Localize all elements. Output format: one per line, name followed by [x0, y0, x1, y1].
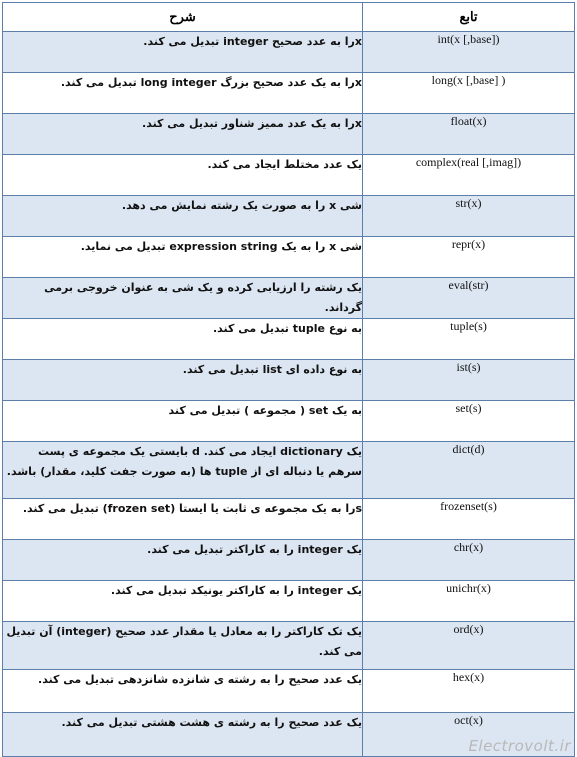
table-row — [3, 401, 575, 442]
table-row — [3, 155, 575, 196]
row-function: chr(x) — [363, 540, 575, 581]
header-description: شرح — [3, 3, 363, 32]
header-function: تابع — [363, 3, 575, 32]
table-row — [3, 114, 575, 155]
row-description: شی x را به صورت یک رشته نمایش می دهد. — [3, 196, 363, 237]
row-function: tuple(s) — [363, 319, 575, 360]
row-description: به نوع tuple تبدیل می کند. — [3, 319, 363, 360]
table-row — [3, 73, 575, 114]
row-description: یک dictionary ایجاد می کند. d بایستی یک مجموعه ی پست سرهم یا دنباله ای از tuple ها (به صورت جفت کلید، مقدار) باشد. — [3, 442, 363, 499]
row-function: ist(s) — [363, 360, 575, 401]
row-description: یک عدد مختلط ایجاد می کند. — [3, 155, 363, 196]
row-function: long(x [,base] ) — [363, 73, 575, 114]
conversion-functions-table — [2, 2, 575, 757]
row-function: complex(real [,imag]) — [363, 155, 575, 196]
row-description: xرا به عدد صحیح integer تبدیل می کند. — [3, 32, 363, 73]
row-description: یک integer را به کاراکتر یونیکد تبدیل می کند. — [3, 581, 363, 622]
table-row — [3, 540, 575, 581]
row-function: int(x [,base]) — [363, 32, 575, 73]
table-row — [3, 670, 575, 713]
table-row — [3, 196, 575, 237]
row-description: یک عدد صحیح را به رشته ی هشت هشتی تبدیل می کند. — [3, 713, 363, 757]
row-function: frozenset(s) — [363, 499, 575, 540]
row-description: به نوع داده ای list تبدیل می کند. — [3, 360, 363, 401]
row-description: xرا به یک عدد صحیح بزرگ long integer تبدیل می کند. — [3, 73, 363, 114]
table-row — [3, 622, 575, 670]
row-description: یک عدد صحیح را به رشته ی شانزده شانزدهی تبدیل می کند. — [3, 670, 363, 713]
row-function: float(x) — [363, 114, 575, 155]
row-description: sرا به یک مجموعه ی ثابت یا ایستا (frozen set) تبدیل می کند. — [3, 499, 363, 540]
row-description: یک تک کاراکتر را به معادل یا مقدار عدد صحیح (integer) آن تبدیل می کند. — [3, 622, 363, 670]
table-header-row — [3, 3, 575, 32]
table-row — [3, 278, 575, 319]
row-description: به یک set ( مجموعه ) تبدیل می کند — [3, 401, 363, 442]
table-row — [3, 237, 575, 278]
row-function: dict(d) — [363, 442, 575, 499]
row-function: oct(x) — [363, 713, 575, 757]
table-row — [3, 581, 575, 622]
row-description: یک integer را به کاراکتر تبدیل می کند. — [3, 540, 363, 581]
row-description: یک رشته را ارزیابی کرده و یک شی به عنوان خروجی برمی گرداند. — [3, 278, 363, 319]
row-description: xرا به یک عدد ممیز شناور تبدیل می کند. — [3, 114, 363, 155]
row-function: ord(x) — [363, 622, 575, 670]
row-function: hex(x) — [363, 670, 575, 713]
row-function: repr(x) — [363, 237, 575, 278]
row-function: str(x) — [363, 196, 575, 237]
row-function: set(s) — [363, 401, 575, 442]
table-row — [3, 442, 575, 499]
row-function: eval(str) — [363, 278, 575, 319]
table-row — [3, 499, 575, 540]
row-description: شی x را به یک expression string تبدیل می نماید. — [3, 237, 363, 278]
site-watermark: Electrovolt.ir — [468, 737, 571, 755]
table-row — [3, 32, 575, 73]
row-function: unichr(x) — [363, 581, 575, 622]
table-row — [3, 319, 575, 360]
table-row — [3, 360, 575, 401]
